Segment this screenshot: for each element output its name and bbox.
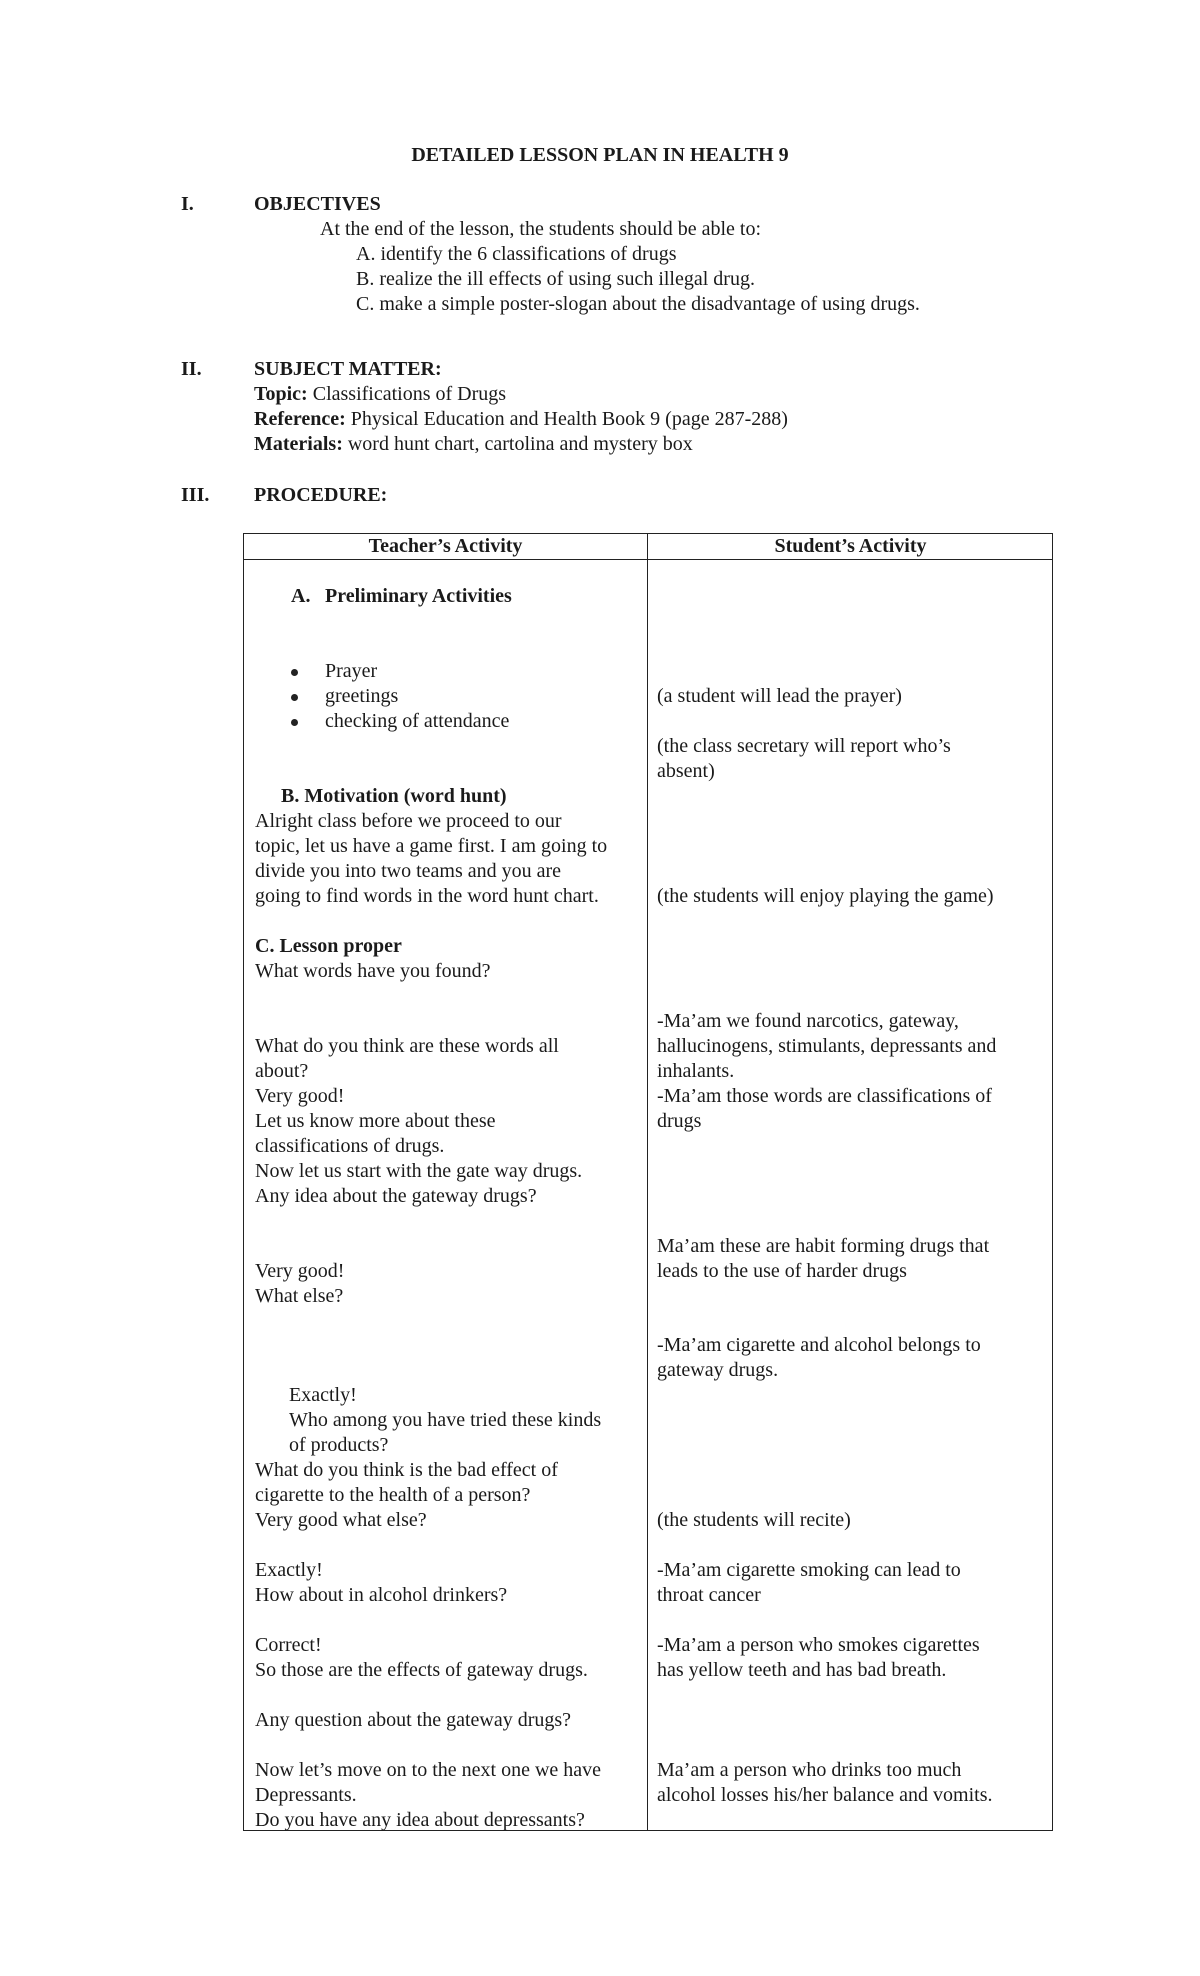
student-line: throat cancer	[657, 1584, 761, 1606]
student-line: -Ma’am cigarette and alcohol belongs to	[657, 1334, 981, 1356]
objective-item-a: A. identify the 6 classifications of drugs	[356, 243, 677, 265]
topic-line	[254, 382, 506, 407]
student-line: -Ma’am a person who smokes cigarettes	[657, 1634, 980, 1656]
objectives-heading: OBJECTIVES	[254, 193, 381, 215]
reference-value: Physical Education and Health Book 9 (page 287-288)	[345, 408, 788, 430]
student-line: has yellow teeth and has bad breath.	[657, 1659, 947, 1681]
subject-matter-numeral: II.	[181, 358, 202, 380]
bullet-attendance: checking of attendance	[325, 710, 510, 732]
student-line: absent)	[657, 760, 715, 782]
teacher-line: about?	[255, 1060, 309, 1082]
materials-line	[254, 432, 693, 457]
procedure-table	[243, 533, 1053, 1831]
teacher-line: Very good!	[255, 1260, 345, 1282]
teacher-line: Who among you have tried these kinds	[289, 1409, 602, 1431]
student-line: drugs	[657, 1110, 702, 1132]
teacher-line: cigarette to the health of a person?	[255, 1484, 531, 1506]
teacher-line: Very good what else?	[255, 1509, 427, 1531]
procedure-heading: PROCEDURE:	[254, 484, 388, 506]
teacher-line: What do you think are these words all	[255, 1035, 559, 1057]
student-line: -Ma’am those words are classifications of	[657, 1085, 992, 1107]
bullet-prayer: Prayer	[325, 660, 378, 682]
bullet-dot	[291, 669, 298, 676]
teacher-line: Exactly!	[289, 1384, 357, 1406]
teacher-line: Any idea about the gateway drugs?	[255, 1185, 537, 1207]
student-line: leads to the use of harder drugs	[657, 1260, 907, 1282]
student-line: (a student will lead the prayer)	[657, 685, 902, 707]
teacher-line: So those are the effects of gateway drugs.	[255, 1659, 588, 1681]
motivation-title: B. Motivation (word hunt)	[281, 785, 507, 807]
student-line: Ma’am these are habit forming drugs that	[657, 1235, 990, 1257]
student-line: (the students will recite)	[657, 1509, 851, 1531]
prelim-title: Preliminary Activities	[325, 585, 512, 607]
objectives-numeral: I.	[181, 193, 194, 215]
header-divider	[244, 559, 1052, 560]
student-line: gateway drugs.	[657, 1359, 779, 1381]
teacher-line: Depressants.	[255, 1784, 357, 1806]
teacher-line: Do you have any idea about depressants?	[255, 1809, 585, 1831]
teacher-line: Let us know more about these	[255, 1110, 496, 1132]
teacher-activity-header: Teacher’s Activity	[368, 535, 523, 557]
teacher-line: What do you think is the bad effect of	[255, 1459, 558, 1481]
topic-label: Topic:	[254, 383, 308, 405]
teacher-line: divide you into two teams and you are	[255, 860, 562, 882]
column-divider	[647, 534, 648, 1830]
teacher-line: Exactly!	[255, 1559, 323, 1581]
subject-matter-heading: SUBJECT MATTER:	[254, 358, 442, 380]
teacher-line: Correct!	[255, 1634, 322, 1656]
student-line: (the students will enjoy playing the game)	[657, 885, 994, 907]
materials-label: Materials:	[254, 433, 343, 455]
document-title: DETAILED LESSON PLAN IN HEALTH 9	[411, 144, 789, 166]
objective-item-c: C. make a simple poster-slogan about the disadvantage of using drugs.	[356, 293, 920, 315]
student-line: (the class secretary will report who’s	[657, 735, 951, 757]
teacher-line: topic, let us have a game first. I am going to	[255, 835, 608, 857]
student-activity-header: Student’s Activity	[774, 535, 927, 557]
prelim-letter: A.	[291, 585, 311, 607]
teacher-line: of products?	[289, 1434, 389, 1456]
bullet-dot	[291, 719, 298, 726]
student-line: alcohol losses his/her balance and vomits.	[657, 1784, 993, 1806]
materials-value: word hunt chart, cartolina and mystery box	[342, 433, 693, 455]
teacher-line: Very good!	[255, 1085, 345, 1107]
objective-item-b: B. realize the ill effects of using such illegal drug.	[356, 268, 755, 290]
student-line: hallucinogens, stimulants, depressants and	[657, 1035, 997, 1057]
bullet-greetings: greetings	[325, 685, 399, 707]
student-line: -Ma’am cigarette smoking can lead to	[657, 1559, 961, 1581]
student-line: inhalants.	[657, 1060, 735, 1082]
teacher-line: What words have you found?	[255, 960, 491, 982]
student-line: -Ma’am we found narcotics, gateway,	[657, 1010, 959, 1032]
teacher-line: Now let us start with the gate way drugs.	[255, 1160, 583, 1182]
objectives-intro: At the end of the lesson, the students should be able to:	[320, 218, 762, 240]
lesson-proper-title: C. Lesson proper	[255, 935, 402, 957]
topic-value: Classifications of Drugs	[307, 383, 507, 405]
teacher-line: What else?	[255, 1285, 344, 1307]
procedure-numeral: III.	[181, 484, 210, 506]
reference-label: Reference:	[254, 408, 346, 430]
teacher-line: How about in alcohol drinkers?	[255, 1584, 508, 1606]
student-line: Ma’am a person who drinks too much	[657, 1759, 962, 1781]
teacher-line: Alright class before we proceed to our	[255, 810, 562, 832]
teacher-line: Any question about the gateway drugs?	[255, 1709, 572, 1731]
teacher-line: Now let’s move on to the next one we have	[255, 1759, 602, 1781]
teacher-line: classifications of drugs.	[255, 1135, 445, 1157]
teacher-line: going to find words in the word hunt chart.	[255, 885, 599, 907]
bullet-dot	[291, 694, 298, 701]
reference-line	[254, 407, 788, 432]
